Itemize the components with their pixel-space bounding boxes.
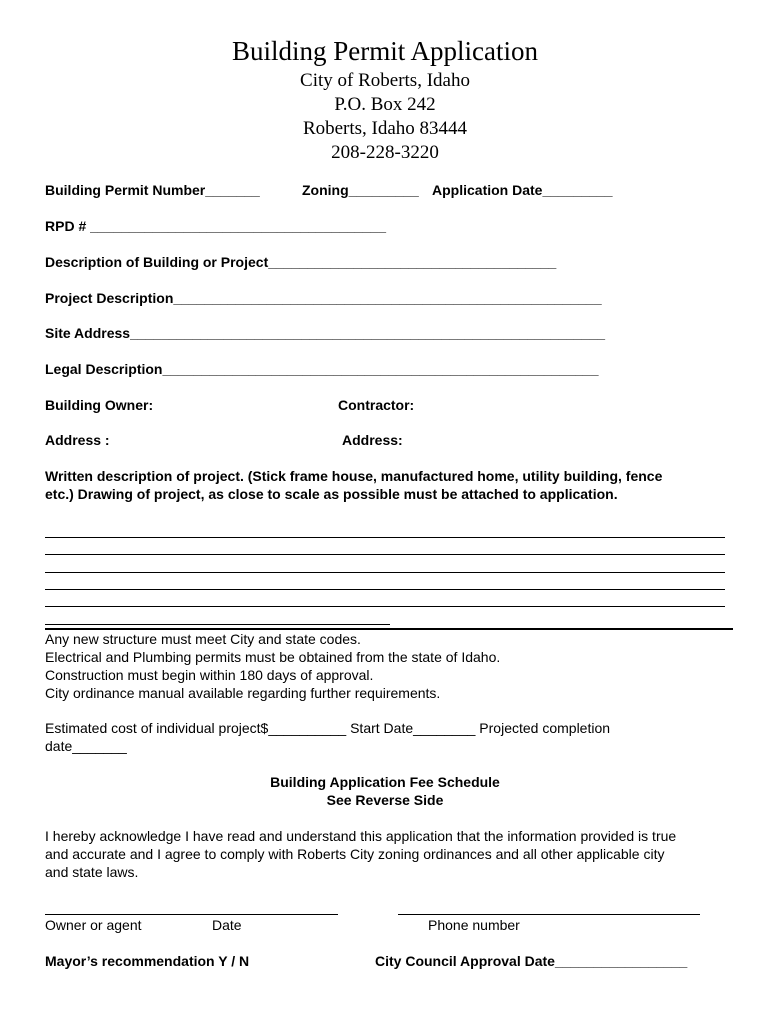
estimated-cost-field[interactable]: Estimated cost of individual project$__________ Start Date________ Projected completion (45, 720, 611, 736)
acknowledge-line2: and accurate and I agree to comply with Roberts City zoning ordinances and all other applicable city (45, 846, 665, 862)
acknowledge-line1: I hereby acknowledge I have read and understand this application that the information provided is true (45, 828, 677, 844)
writing-line[interactable] (45, 572, 725, 573)
note-line: Electrical and Plumbing permits must be obtained from the state of Idaho. (45, 649, 501, 665)
writing-line[interactable] (45, 606, 725, 607)
written-instruction-line1: Written description of project. (Stick frame house, manufactured home, utility building, fence (45, 468, 663, 484)
phone-number-label: Phone number (428, 917, 520, 933)
contractor-address-label: Address: (342, 432, 403, 448)
section-divider (45, 628, 733, 630)
building-owner-label: Building Owner: (45, 397, 154, 413)
legal-description-field[interactable]: Legal Description________________________________________________________ (45, 361, 599, 377)
writing-line[interactable] (45, 554, 725, 555)
note-line: Any new structure must meet City and state codes. (45, 631, 361, 647)
city-name: City of Roberts, Idaho (300, 70, 470, 91)
zoning-field[interactable]: Zoning_________ (302, 182, 419, 198)
contractor-label: Contractor: (338, 397, 415, 413)
owner-agent-label: Owner or agent (45, 917, 142, 933)
site-address-field[interactable]: Site Address_____________________________________________________________ (45, 325, 606, 341)
mayor-recommendation-field[interactable]: Mayor’s recommendation Y / N (45, 953, 250, 969)
owner-address-label: Address : (45, 432, 110, 448)
application-date-field[interactable]: Application Date_________ (432, 182, 613, 198)
writing-line[interactable] (45, 537, 725, 538)
written-instruction-line2: etc.) Drawing of project, as close to scale as possible must be attached to application. (45, 486, 618, 502)
fee-schedule-note: See Reverse Side (326, 792, 444, 808)
description-building-field[interactable]: Description of Building or Project_____________________________________ (45, 254, 557, 270)
note-line: City ordinance manual available regarding further requirements. (45, 685, 441, 701)
rpd-field[interactable]: RPD # ______________________________________ (45, 218, 386, 234)
council-approval-field[interactable]: City Council Approval Date_________________ (375, 953, 688, 969)
city-phone: 208-228-3220 (331, 142, 439, 163)
page-title: Building Permit Application (232, 36, 538, 66)
owner-signature-line[interactable] (45, 914, 338, 915)
po-box: P.O. Box 242 (334, 94, 436, 115)
note-line: Construction must begin within 180 days of approval. (45, 667, 374, 683)
project-description-field[interactable]: Project Description_______________________________________________________ (45, 290, 602, 306)
completion-date-field[interactable]: date_______ (45, 738, 127, 754)
writing-line[interactable] (45, 589, 725, 590)
permit-number-field[interactable]: Building Permit Number_______ (45, 182, 260, 198)
phone-signature-line[interactable] (398, 914, 700, 915)
fee-schedule-title: Building Application Fee Schedule (270, 774, 500, 790)
acknowledge-line3: and state laws. (45, 864, 139, 880)
date-label: Date (212, 917, 242, 933)
city-address: Roberts, Idaho 83444 (302, 118, 468, 139)
writing-line[interactable] (45, 624, 390, 625)
